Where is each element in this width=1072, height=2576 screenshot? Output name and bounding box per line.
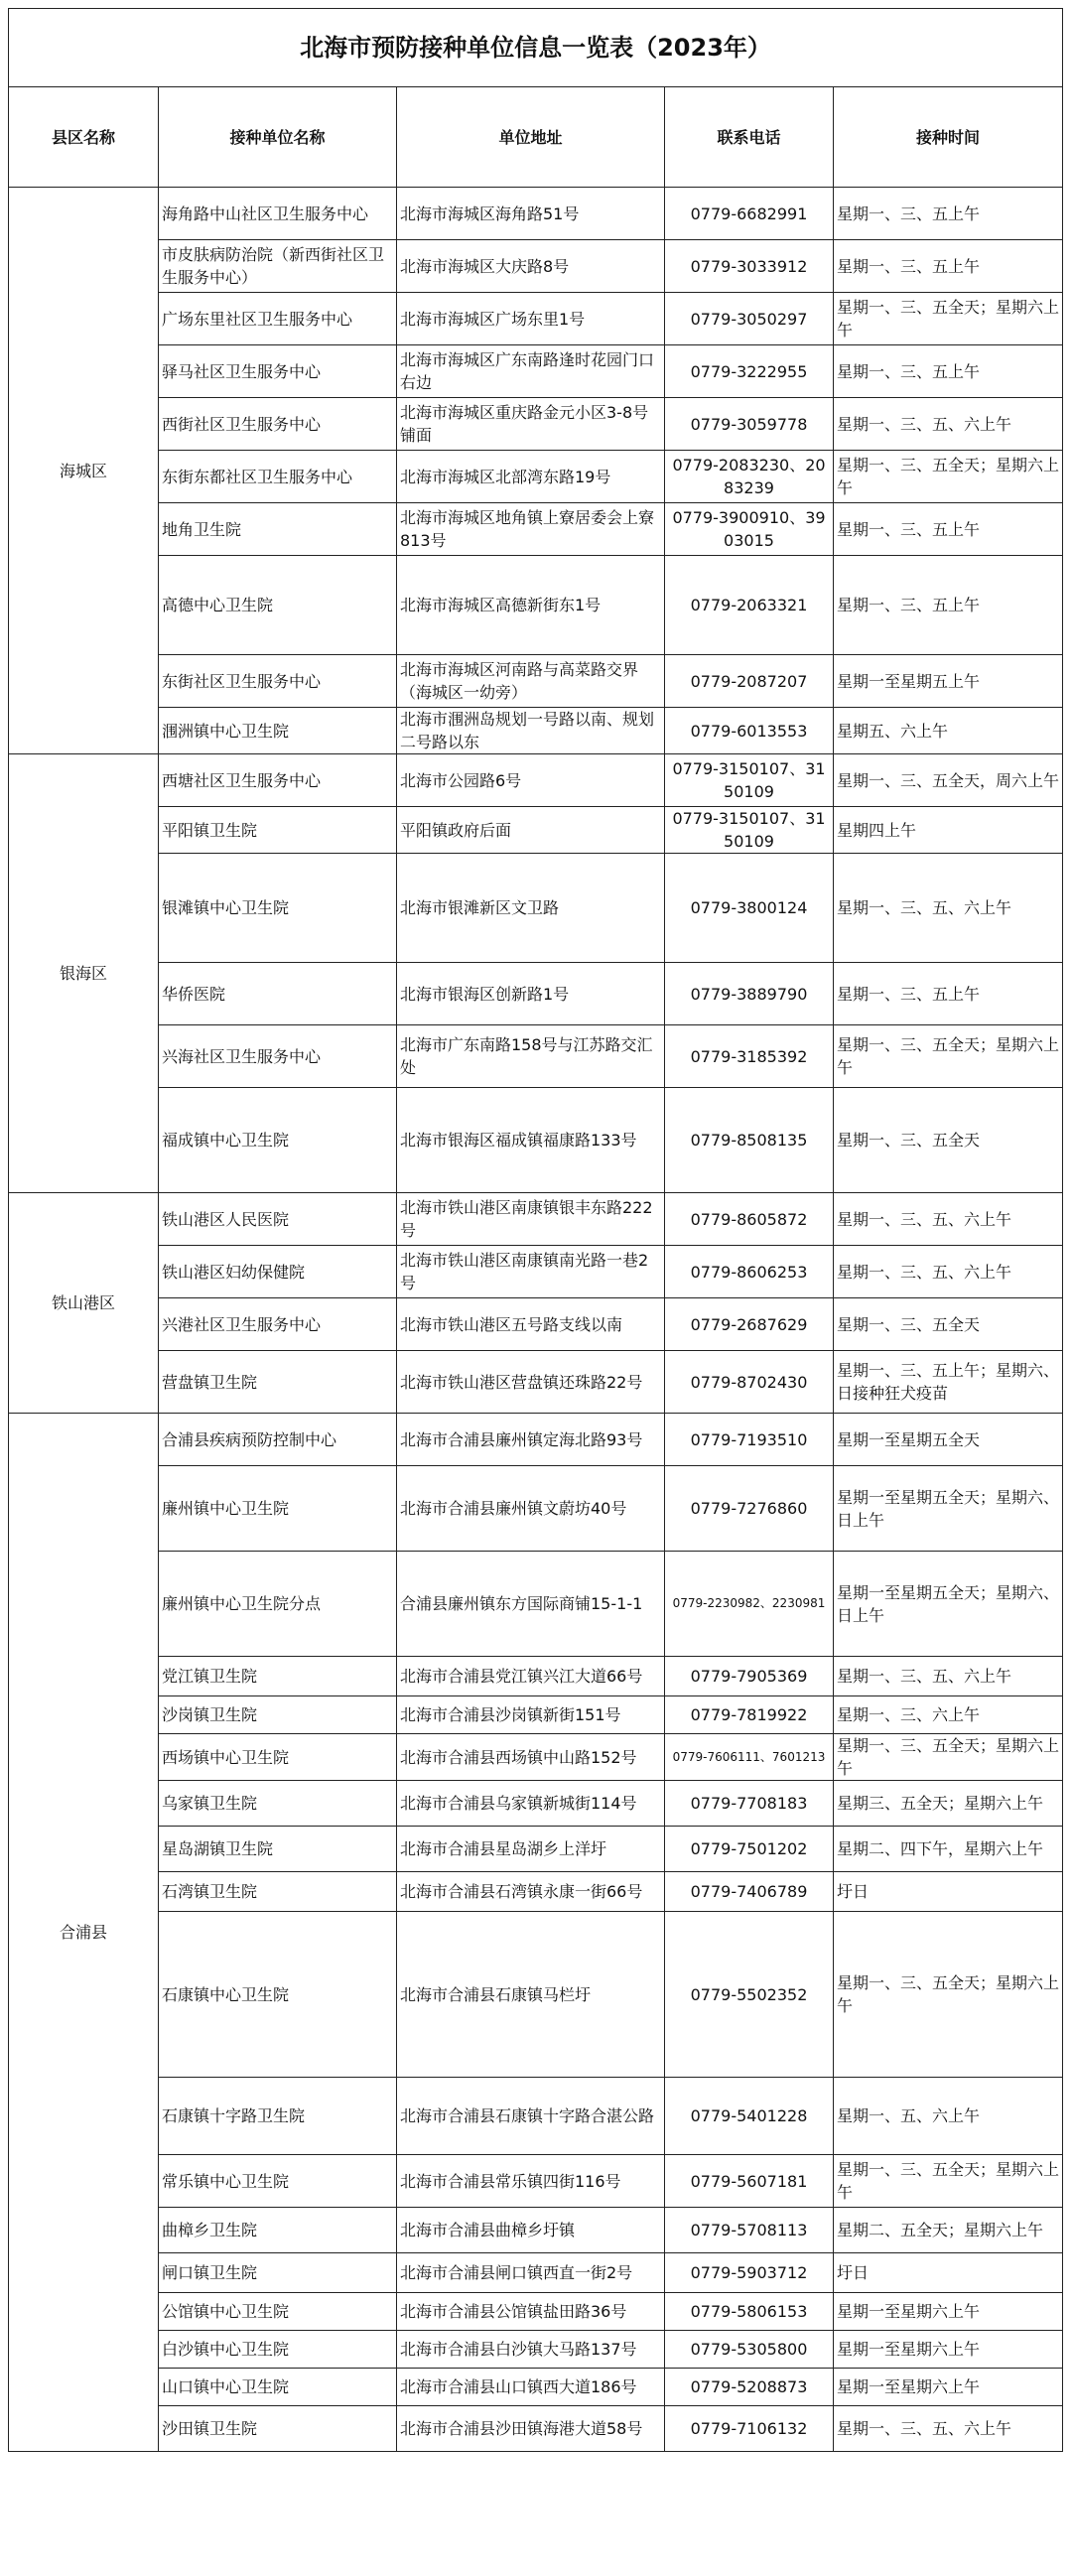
address-cell: 北海市银海区创新路1号 [397, 963, 665, 1025]
address-cell: 合浦县廉州镇东方国际商铺15-1-1 [397, 1552, 665, 1657]
phone-cell: 0779-7501202 [665, 1827, 834, 1872]
district-cell: 银海区 [9, 754, 159, 1193]
address-cell: 北海市合浦县山口镇西大道186号 [397, 2369, 665, 2406]
table-row [9, 1414, 1063, 1466]
time-cell: 圩日 [834, 1872, 1063, 1912]
unit-cell: 石湾镇卫生院 [159, 1872, 397, 1912]
table-row [9, 1781, 1063, 1827]
unit-cell: 闸口镇卫生院 [159, 2253, 397, 2293]
address-cell: 北海市合浦县西场镇中山路152号 [397, 1734, 665, 1781]
table-row [9, 2155, 1063, 2208]
time-cell: 星期一至星期六上午 [834, 2331, 1063, 2369]
table-row [9, 754, 1063, 807]
phone-cell: 0779-2083230、2083239 [665, 451, 834, 503]
unit-cell: 广场东里社区卫生服务中心 [159, 293, 397, 345]
unit-cell: 西街社区卫生服务中心 [159, 398, 397, 451]
unit-cell: 海角路中山社区卫生服务中心 [159, 188, 397, 240]
address-cell: 北海市海城区地角镇上寮居委会上寮813号 [397, 503, 665, 556]
header-district: 县区名称 [9, 87, 159, 188]
address-cell: 北海市海城区大庆路8号 [397, 240, 665, 293]
district-cell: 海城区 [9, 188, 159, 754]
phone-cell: 0779-2230982、2230981 [665, 1552, 834, 1657]
phone-cell: 0779-7708183 [665, 1781, 834, 1827]
phone-cell: 0779-3889790 [665, 963, 834, 1025]
address-cell: 北海市合浦县廉州镇文蔚坊40号 [397, 1466, 665, 1552]
table-row [9, 345, 1063, 398]
time-cell: 星期一、三、五上午 [834, 556, 1063, 655]
phone-cell: 0779-8606253 [665, 1246, 834, 1298]
time-cell: 星期一、三、五、六上午 [834, 1246, 1063, 1298]
time-cell: 星期一、三、五、六上午 [834, 1657, 1063, 1696]
table-row [9, 1298, 1063, 1351]
table-row [9, 2369, 1063, 2406]
unit-cell: 兴港社区卫生服务中心 [159, 1298, 397, 1351]
unit-cell: 党江镇卫生院 [159, 1657, 397, 1696]
table-body [9, 188, 1063, 2452]
address-cell: 北海市公园路6号 [397, 754, 665, 807]
time-cell: 星期一至星期五上午 [834, 655, 1063, 708]
time-cell: 星期一、三、五上午 [834, 240, 1063, 293]
time-cell: 星期一至星期六上午 [834, 2293, 1063, 2331]
phone-cell: 0779-8702430 [665, 1351, 834, 1414]
table-row [9, 2331, 1063, 2369]
table-row [9, 655, 1063, 708]
address-cell: 平阳镇政府后面 [397, 807, 665, 854]
address-cell: 北海市铁山港区南康镇银丰东路222号 [397, 1193, 665, 1246]
unit-cell: 西塘社区卫生服务中心 [159, 754, 397, 807]
phone-cell: 0779-3800124 [665, 854, 834, 963]
time-cell: 星期一、三、五上午 [834, 503, 1063, 556]
unit-cell: 市皮肤病防治院（新西街社区卫生服务中心） [159, 240, 397, 293]
phone-cell: 0779-3033912 [665, 240, 834, 293]
address-cell: 北海市铁山港区五号路支线以南 [397, 1298, 665, 1351]
address-cell: 北海市合浦县乌家镇新城街114号 [397, 1781, 665, 1827]
address-cell: 北海市海城区海角路51号 [397, 188, 665, 240]
phone-cell: 0779-2063321 [665, 556, 834, 655]
phone-cell: 0779-2087207 [665, 655, 834, 708]
unit-cell: 福成镇中心卫生院 [159, 1088, 397, 1193]
time-cell: 星期二、五全天；星期六上午 [834, 2208, 1063, 2253]
address-cell: 北海市银滩新区文卫路 [397, 854, 665, 963]
table-row [9, 1872, 1063, 1912]
phone-cell: 0779-6013553 [665, 708, 834, 754]
address-cell: 北海市铁山港区营盘镇还珠路22号 [397, 1351, 665, 1414]
time-cell: 星期一至星期五全天 [834, 1414, 1063, 1466]
unit-cell: 山口镇中心卫生院 [159, 2369, 397, 2406]
phone-cell: 0779-7406789 [665, 1872, 834, 1912]
phone-cell: 0779-3050297 [665, 293, 834, 345]
table-row [9, 2078, 1063, 2155]
time-cell: 星期一、三、五、六上午 [834, 854, 1063, 963]
unit-cell: 华侨医院 [159, 963, 397, 1025]
table-row [9, 1466, 1063, 1552]
table-row [9, 188, 1063, 240]
table-row [9, 1246, 1063, 1298]
header-phone: 联系电话 [665, 87, 834, 188]
unit-cell: 星岛湖镇卫生院 [159, 1827, 397, 1872]
address-cell: 北海市合浦县沙田镇海港大道58号 [397, 2406, 665, 2452]
time-cell: 星期一至星期五全天；星期六、日上午 [834, 1552, 1063, 1657]
address-cell: 北海市合浦县星岛湖乡上洋圩 [397, 1827, 665, 1872]
table-row [9, 293, 1063, 345]
phone-cell: 0779-5903712 [665, 2253, 834, 2293]
time-cell: 星期一、三、五全天；星期六上午 [834, 1734, 1063, 1781]
phone-cell: 0779-7606111、7601213 [665, 1734, 834, 1781]
table-row [9, 1696, 1063, 1734]
unit-cell: 平阳镇卫生院 [159, 807, 397, 854]
unit-cell: 银滩镇中心卫生院 [159, 854, 397, 963]
time-cell: 星期一、三、五全天，周六上午 [834, 754, 1063, 807]
table-row [9, 1912, 1063, 2078]
phone-cell: 0779-7276860 [665, 1466, 834, 1552]
address-cell: 北海市合浦县石康镇马栏圩 [397, 1912, 665, 2078]
vaccination-table [8, 8, 1063, 2452]
unit-cell: 乌家镇卫生院 [159, 1781, 397, 1827]
unit-cell: 曲樟乡卫生院 [159, 2208, 397, 2253]
time-cell: 星期一、三、五、六上午 [834, 398, 1063, 451]
time-cell: 星期一、三、五全天；星期六上午 [834, 293, 1063, 345]
address-cell: 北海市铁山港区南康镇南光路一巷2号 [397, 1246, 665, 1298]
table-row [9, 1025, 1063, 1088]
table-row [9, 1657, 1063, 1696]
address-cell: 北海市合浦县常乐镇四街116号 [397, 2155, 665, 2208]
unit-cell: 驿马社区卫生服务中心 [159, 345, 397, 398]
address-cell: 北海市合浦县石湾镇永康一街66号 [397, 1872, 665, 1912]
phone-cell: 0779-5607181 [665, 2155, 834, 2208]
address-cell: 北海市合浦县白沙镇大马路137号 [397, 2331, 665, 2369]
table-row [9, 708, 1063, 754]
time-cell: 星期一、三、五、六上午 [834, 2406, 1063, 2452]
header-time: 接种时间 [834, 87, 1063, 188]
time-cell: 星期一、三、五全天 [834, 1298, 1063, 1351]
address-cell: 北海市合浦县曲樟乡圩镇 [397, 2208, 665, 2253]
time-cell: 星期一至星期六上午 [834, 2369, 1063, 2406]
time-cell: 星期一、三、五上午 [834, 345, 1063, 398]
document-page [8, 8, 1062, 2559]
phone-cell: 0779-5502352 [665, 1912, 834, 2078]
time-cell: 星期一、三、六上午 [834, 1696, 1063, 1734]
table-row [9, 1088, 1063, 1193]
time-cell: 星期一、三、五、六上午 [834, 1193, 1063, 1246]
address-cell: 北海市海城区广东南路逢时花园门口右边 [397, 345, 665, 398]
unit-cell: 兴海社区卫生服务中心 [159, 1025, 397, 1088]
unit-cell: 高德中心卫生院 [159, 556, 397, 655]
district-cell: 铁山港区 [9, 1193, 159, 1414]
unit-cell: 廉州镇中心卫生院分点 [159, 1552, 397, 1657]
phone-cell: 0779-3185392 [665, 1025, 834, 1088]
unit-cell: 沙岗镇卫生院 [159, 1696, 397, 1734]
address-cell: 北海市合浦县闸口镇西直一街2号 [397, 2253, 665, 2293]
table-row [9, 807, 1063, 854]
phone-cell: 0779-7819922 [665, 1696, 834, 1734]
table-row [9, 2293, 1063, 2331]
unit-cell: 东街东都社区卫生服务中心 [159, 451, 397, 503]
phone-cell: 0779-7905369 [665, 1657, 834, 1696]
address-cell: 北海市合浦县廉州镇定海北路93号 [397, 1414, 665, 1466]
time-cell: 圩日 [834, 2253, 1063, 2293]
time-cell: 星期二、四下午，星期六上午 [834, 1827, 1063, 1872]
header-row [9, 87, 1063, 188]
unit-cell: 涠洲镇中心卫生院 [159, 708, 397, 754]
address-cell: 北海市海城区北部湾东路19号 [397, 451, 665, 503]
unit-cell: 铁山港区妇幼保健院 [159, 1246, 397, 1298]
unit-cell: 合浦县疾病预防控制中心 [159, 1414, 397, 1466]
table-row [9, 503, 1063, 556]
phone-cell: 0779-5208873 [665, 2369, 834, 2406]
phone-cell: 0779-3059778 [665, 398, 834, 451]
address-cell: 北海市合浦县沙岗镇新街151号 [397, 1696, 665, 1734]
table-row [9, 1193, 1063, 1246]
table-row [9, 556, 1063, 655]
unit-cell: 白沙镇中心卫生院 [159, 2331, 397, 2369]
address-cell: 北海市涠洲岛规划一号路以南、规划二号路以东 [397, 708, 665, 754]
phone-cell: 0779-5305800 [665, 2331, 834, 2369]
phone-cell: 0779-3900910、3903015 [665, 503, 834, 556]
table-row [9, 2208, 1063, 2253]
address-cell: 北海市广东南路158号与江苏路交汇处 [397, 1025, 665, 1088]
time-cell: 星期一、五、六上午 [834, 2078, 1063, 2155]
table-row [9, 240, 1063, 293]
address-cell: 北海市海城区河南路与高菜路交界（海城区一幼旁） [397, 655, 665, 708]
unit-cell: 铁山港区人民医院 [159, 1193, 397, 1246]
time-cell: 星期一、三、五上午 [834, 188, 1063, 240]
address-cell: 北海市合浦县石康镇十字路合湛公路 [397, 2078, 665, 2155]
time-cell: 星期三、五全天；星期六上午 [834, 1781, 1063, 1827]
table-row [9, 1351, 1063, 1414]
time-cell: 星期一、三、五全天 [834, 1088, 1063, 1193]
phone-cell: 0779-3222955 [665, 345, 834, 398]
header-address: 单位地址 [397, 87, 665, 188]
time-cell: 星期一、三、五全天；星期六上午 [834, 451, 1063, 503]
table-row [9, 2406, 1063, 2452]
unit-cell: 廉州镇中心卫生院 [159, 1466, 397, 1552]
unit-cell: 西场镇中心卫生院 [159, 1734, 397, 1781]
unit-cell: 常乐镇中心卫生院 [159, 2155, 397, 2208]
phone-cell: 0779-2687629 [665, 1298, 834, 1351]
header-unit: 接种单位名称 [159, 87, 397, 188]
time-cell: 星期一、三、五上午；星期六、日接种狂犬疫苗 [834, 1351, 1063, 1414]
table-row [9, 854, 1063, 963]
phone-cell: 0779-6682991 [665, 188, 834, 240]
phone-cell: 0779-3150107、3150109 [665, 807, 834, 854]
address-cell: 北海市海城区广场东里1号 [397, 293, 665, 345]
table-title: 北海市预防接种单位信息一览表（2023年） [9, 9, 1063, 87]
time-cell: 星期一、三、五全天；星期六上午 [834, 2155, 1063, 2208]
time-cell: 星期一、三、五全天；星期六上午 [834, 1912, 1063, 2078]
time-cell: 星期一、三、五全天；星期六上午 [834, 1025, 1063, 1088]
phone-cell: 0779-8508135 [665, 1088, 834, 1193]
unit-cell: 石康镇十字路卫生院 [159, 2078, 397, 2155]
time-cell: 星期一至星期五全天；星期六、日上午 [834, 1466, 1063, 1552]
address-cell: 北海市银海区福成镇福康路133号 [397, 1088, 665, 1193]
address-cell: 北海市海城区重庆路金元小区3-8号铺面 [397, 398, 665, 451]
phone-cell: 0779-7193510 [665, 1414, 834, 1466]
phone-cell: 0779-5806153 [665, 2293, 834, 2331]
phone-cell: 0779-8605872 [665, 1193, 834, 1246]
time-cell: 星期五、六上午 [834, 708, 1063, 754]
table-row [9, 1827, 1063, 1872]
table-row [9, 2253, 1063, 2293]
address-cell: 北海市合浦县公馆镇盐田路36号 [397, 2293, 665, 2331]
unit-cell: 沙田镇卫生院 [159, 2406, 397, 2452]
unit-cell: 石康镇中心卫生院 [159, 1912, 397, 2078]
unit-cell: 营盘镇卫生院 [159, 1351, 397, 1414]
unit-cell: 东街社区卫生服务中心 [159, 655, 397, 708]
unit-cell: 公馆镇中心卫生院 [159, 2293, 397, 2331]
time-cell: 星期一、三、五上午 [834, 963, 1063, 1025]
address-cell: 北海市合浦县党江镇兴江大道66号 [397, 1657, 665, 1696]
district-cell: 合浦县 [9, 1414, 159, 2452]
phone-cell: 0779-5708113 [665, 2208, 834, 2253]
table-row [9, 1552, 1063, 1657]
table-row [9, 398, 1063, 451]
table-row [9, 963, 1063, 1025]
phone-cell: 0779-5401228 [665, 2078, 834, 2155]
table-row [9, 451, 1063, 503]
unit-cell: 地角卫生院 [159, 503, 397, 556]
address-cell: 北海市海城区高德新街东1号 [397, 556, 665, 655]
phone-cell: 0779-7106132 [665, 2406, 834, 2452]
time-cell: 星期四上午 [834, 807, 1063, 854]
table-row [9, 1734, 1063, 1781]
phone-cell: 0779-3150107、3150109 [665, 754, 834, 807]
